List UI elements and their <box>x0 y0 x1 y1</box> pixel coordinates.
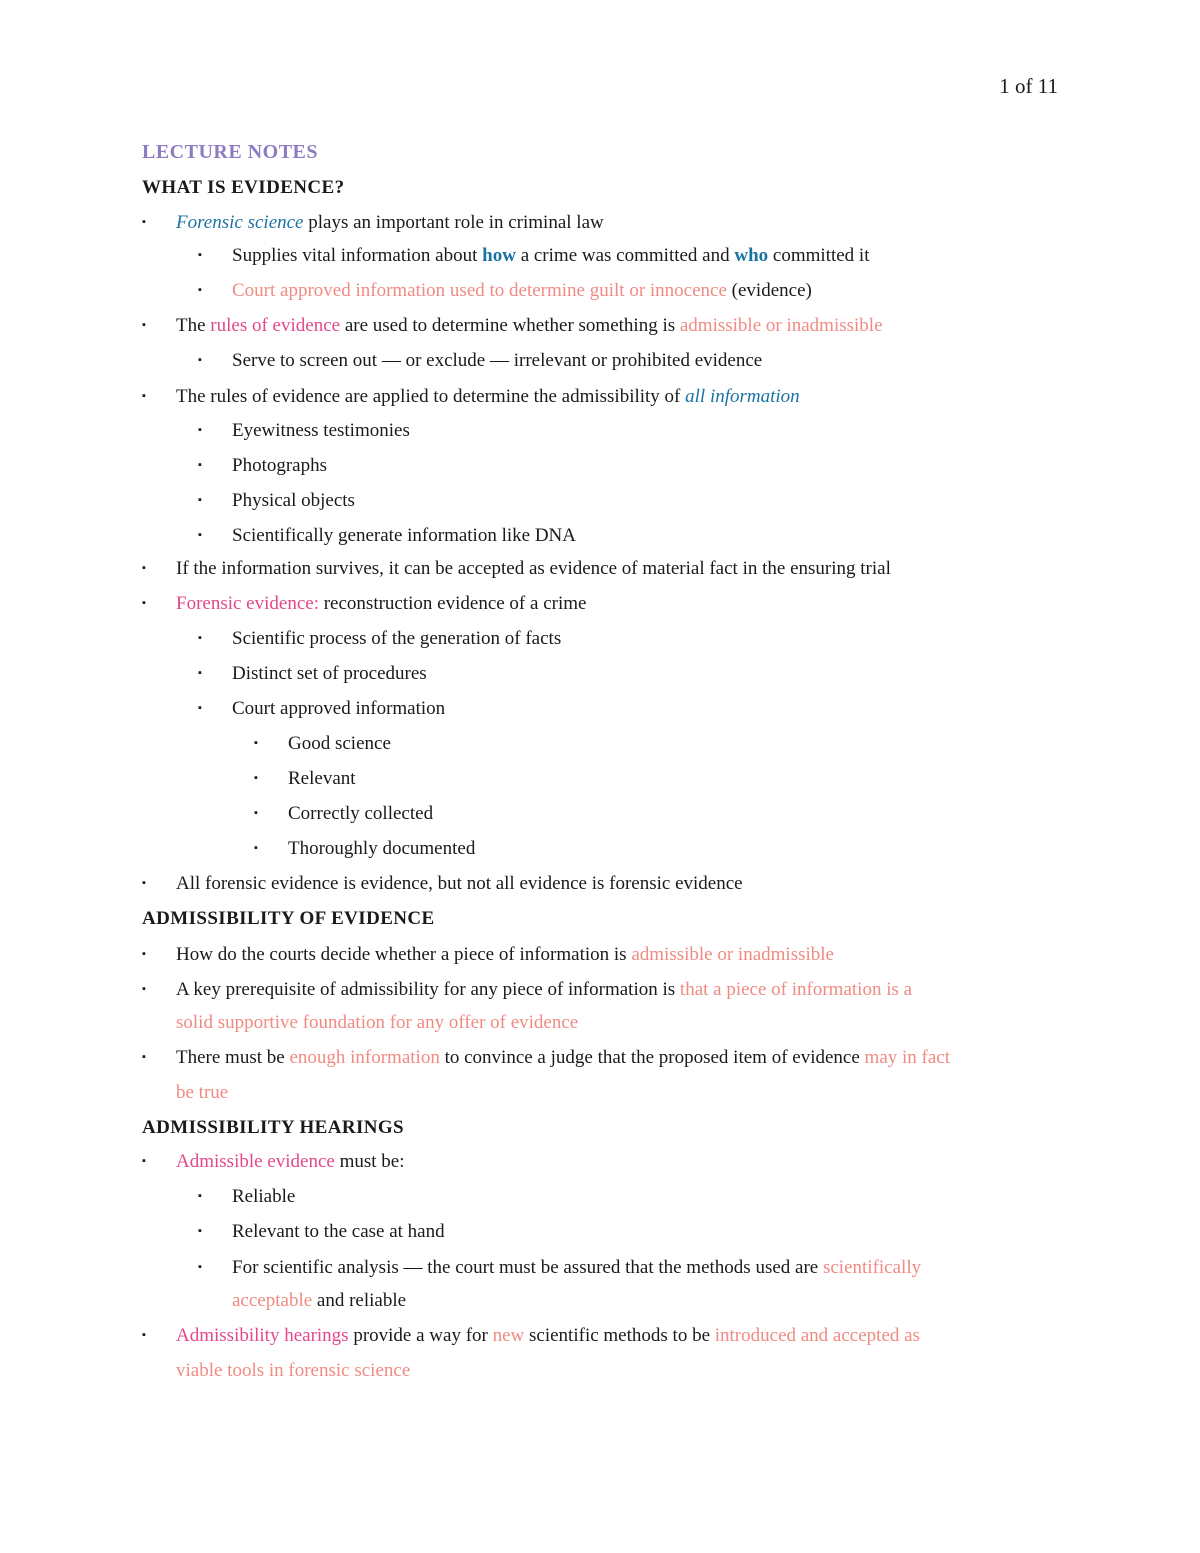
list-item: Physical objects <box>232 490 355 511</box>
bullet-marker: ▪ <box>254 807 258 819</box>
bullet-marker: ▪ <box>142 562 146 574</box>
list-item: The rules of evidence are used to determine whether something is admissible or inadmissible <box>176 315 883 336</box>
list-item-continuation: acceptable and reliable <box>232 1290 407 1311</box>
bullet-marker: ▪ <box>142 1155 146 1167</box>
bullet-marker: ▪ <box>142 877 146 889</box>
list-item: Court approved information <box>232 698 446 719</box>
bullet-marker: ▪ <box>142 597 146 609</box>
list-item: Correctly collected <box>288 803 434 824</box>
list-item: Court approved information used to determine guilt or innocence (evidence) <box>232 280 812 301</box>
list-item: For scientific analysis — the court must be assured that the methods used are scientifically <box>232 1257 922 1278</box>
list-item: Scientific process of the generation of facts <box>232 628 562 649</box>
list-item-continuation: solid supportive foundation for any offer of evidence <box>176 1012 579 1033</box>
heading-admissibility-hearings: ADMISSIBILITY HEARINGS <box>142 1117 405 1138</box>
bullet-marker: ▪ <box>198 702 202 714</box>
list-item: All forensic evidence is evidence, but not all evidence is forensic evidence <box>176 873 743 894</box>
list-item: A key prerequisite of admissibility for any piece of information is that a piece of information is a <box>176 979 913 1000</box>
bullet-marker: ▪ <box>198 1190 202 1202</box>
list-item: Relevant to the case at hand <box>232 1221 445 1242</box>
bullet-marker: ▪ <box>198 249 202 261</box>
list-item: If the information survives, it can be accepted as evidence of material fact in the ensuring trial <box>176 558 891 579</box>
bullet-marker: ▪ <box>198 1261 202 1273</box>
list-item: Serve to screen out — or exclude — irrelevant or prohibited evidence <box>232 350 763 371</box>
bullet-marker: ▪ <box>142 1329 146 1341</box>
document-title: LECTURE NOTES <box>142 141 318 163</box>
bullet-marker: ▪ <box>142 948 146 960</box>
list-item: How do the courts decide whether a piece of information is admissible or inadmissible <box>176 944 834 965</box>
bullet-marker: ▪ <box>198 494 202 506</box>
list-item: Photographs <box>232 455 327 476</box>
bullet-marker: ▪ <box>254 842 258 854</box>
list-item: Eyewitness testimonies <box>232 420 410 441</box>
list-item: The rules of evidence are applied to determine the admissibility of all information <box>176 386 800 407</box>
heading-admissibility-of-evidence: ADMISSIBILITY OF EVIDENCE <box>142 908 435 929</box>
bullet-marker: ▪ <box>198 667 202 679</box>
bullet-marker: ▪ <box>198 529 202 541</box>
bullet-marker: ▪ <box>142 216 146 228</box>
bullet-marker: ▪ <box>254 772 258 784</box>
bullet-marker: ▪ <box>142 390 146 402</box>
bullet-marker: ▪ <box>198 632 202 644</box>
list-item: Forensic evidence: reconstruction evidence of a crime <box>176 593 587 614</box>
list-item: Forensic science plays an important role in criminal law <box>176 212 604 233</box>
list-item: Relevant <box>288 768 356 789</box>
list-item: There must be enough information to convince a judge that the proposed item of evidence may in fact <box>176 1047 951 1068</box>
bullet-marker: ▪ <box>142 1051 146 1063</box>
bullet-marker: ▪ <box>198 1225 202 1237</box>
list-item: Good science <box>288 733 391 754</box>
list-item: Reliable <box>232 1186 296 1207</box>
list-item-continuation: be true <box>176 1082 229 1103</box>
bullet-marker: ▪ <box>254 737 258 749</box>
list-item: Distinct set of procedures <box>232 663 427 684</box>
list-item-continuation: viable tools in forensic science <box>176 1360 411 1381</box>
bullet-marker: ▪ <box>198 354 202 366</box>
bullet-marker: ▪ <box>198 459 202 471</box>
list-item: Supplies vital information about how a crime was committed and who committed it <box>232 245 870 266</box>
list-item: Scientifically generate information like DNA <box>232 525 576 546</box>
bullet-marker: ▪ <box>198 424 202 436</box>
list-item: Admissible evidence must be: <box>176 1151 405 1172</box>
list-item: Admissibility hearings provide a way for new scientific methods to be introduced and accepted as <box>176 1325 920 1346</box>
list-item: Thoroughly documented <box>288 838 476 859</box>
bullet-marker: ▪ <box>198 284 202 296</box>
page-number: 1 of 11 <box>999 74 1058 98</box>
bullet-marker: ▪ <box>142 319 146 331</box>
bullet-marker: ▪ <box>142 983 146 995</box>
heading-what-is-evidence: WHAT IS EVIDENCE? <box>142 177 345 198</box>
